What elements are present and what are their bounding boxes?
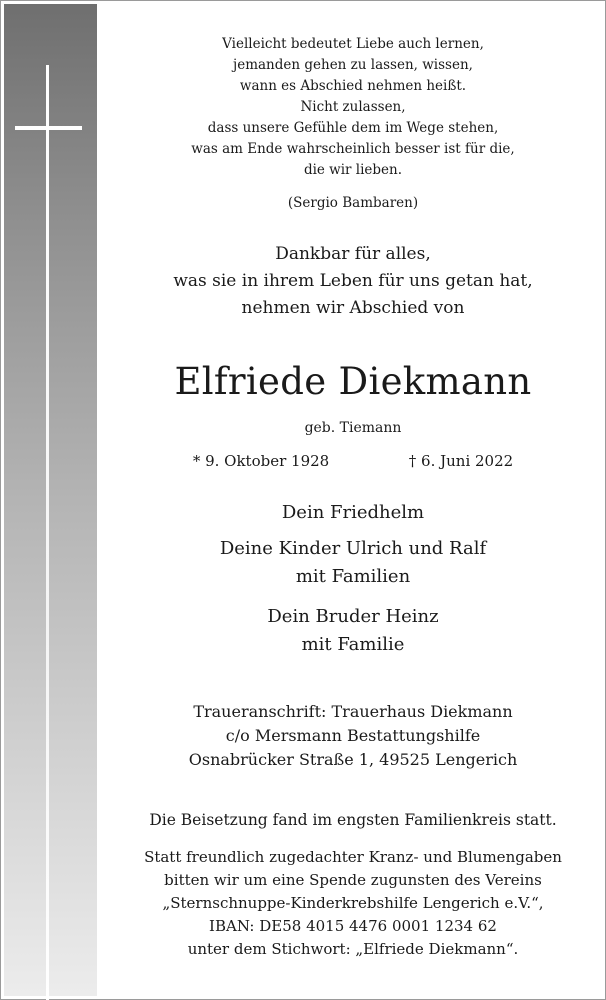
address-line: Traueranschrift: Trauerhaus Diekmann [193,702,513,721]
mourner-line: mit Familie [301,634,405,655]
intro-line: was sie in ihrem Leben für uns getan hat, [173,271,533,291]
birth-date: * 9. Oktober 1928 [192,452,330,470]
mourner-line: Deine Kinder Ulrich und Ralf [219,538,487,559]
mourner-line: mit Familien [295,566,411,587]
death-date: † 6. Juni 2022 [408,452,514,470]
side-gradient-band [4,4,97,996]
obituary-content [100,0,606,1000]
intro-line: nehmen wir Abschied von [241,298,465,318]
intro-line: Dankbar für alles, [275,244,431,264]
poem-line: wann es Abschied nehmen heißt. [239,78,467,94]
donation-line: IBAN: DE58 4015 4476 0001 1234 62 [209,917,497,935]
donation-line: „Sternschnuppe-Kinderkrebshilfe Lengerich e.V.“, [162,894,544,912]
maiden-name: geb. Tiemann [304,420,402,436]
address-line: c/o Mersmann Bestattungshilfe [225,726,481,745]
poem-line: dass unsere Gefühle dem im Wege stehen, [207,120,499,136]
deceased-name: Elfriede Diekmann [174,360,532,403]
cross-icon-horizontal [15,126,82,130]
poem-line: die wir lieben. [303,162,403,178]
donation-line: unter dem Stichwort: „Elfriede Diekmann“. [187,940,519,958]
donation-line: Statt freundlich zugedachter Kranz- und Blumengaben [144,848,562,866]
cross-icon-vertical [46,65,49,1000]
poem-line: jemanden gehen zu lassen, wissen, [233,57,473,73]
mourner-line: Dein Bruder Heinz [267,606,439,627]
mourner-line: Dein Friedhelm [281,502,425,523]
life-dates [100,452,606,470]
poem-author: (Sergio Bambaren) [287,195,419,211]
address-line: Osnabrücker Straße 1, 49525 Lengerich [188,750,518,769]
poem-line: Vielleicht bedeutet Liebe auch lernen, [222,36,484,52]
poem-line: was am Ende wahrscheinlich besser ist für die, [191,141,515,157]
donation-line: bitten wir um eine Spende zugunsten des Vereins [164,871,542,889]
burial-notice: Die Beisetzung fand im engsten Familienkreis statt. [149,811,557,829]
poem-line: Nicht zulassen, [300,99,406,115]
